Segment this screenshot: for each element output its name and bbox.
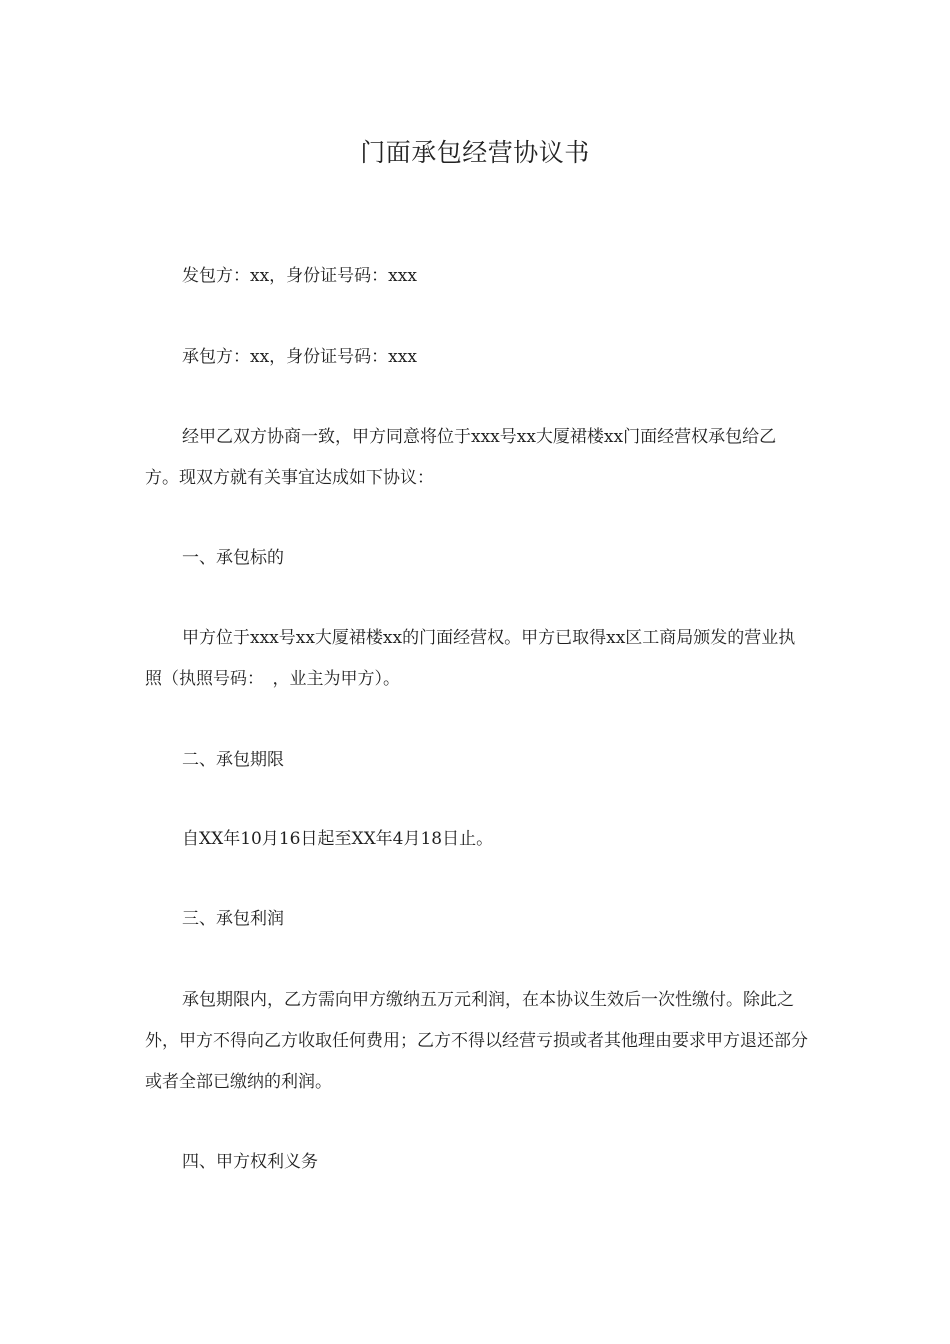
- paragraph-contractor: 发包方：xx，身份证号码：xxx: [182, 266, 417, 286]
- section-heading-profit: 三、承包利润: [182, 909, 284, 929]
- document-title: 门面承包经营协议书: [360, 138, 590, 167]
- paragraph-term: 自XX年10月16日起至XX年4月18日止。: [182, 829, 494, 849]
- paragraph-contractee: 承包方：xx，身份证号码：xxx: [182, 347, 417, 367]
- section-heading-subject: 一、承包标的: [182, 548, 284, 568]
- section-heading-party-a-rights: 四、甲方权利义务: [182, 1152, 318, 1172]
- section-heading-term: 二、承包期限: [182, 750, 284, 770]
- paragraph-preamble: 经甲乙双方协商一致，甲方同意将位于xxx号xx大厦裙楼xx门面经营权承包给乙方。现双方就有关事宜达成如下协议：: [145, 427, 777, 488]
- paragraph-profit: 承包期限内，乙方需向甲方缴纳五万元利润，在本协议生效后一次性缴付。除此之外，甲方不得向乙方收取任何费用；乙方不得以经营亏损或者其他理由要求甲方退还部分或者全部已缴纳的利润。: [145, 990, 808, 1092]
- paragraph-subject: 甲方位于xxx号xx大厦裙楼xx的门面经营权。甲方已取得xx区工商局颁发的营业执照（执照号码： ，业主为甲方）。: [145, 628, 796, 689]
